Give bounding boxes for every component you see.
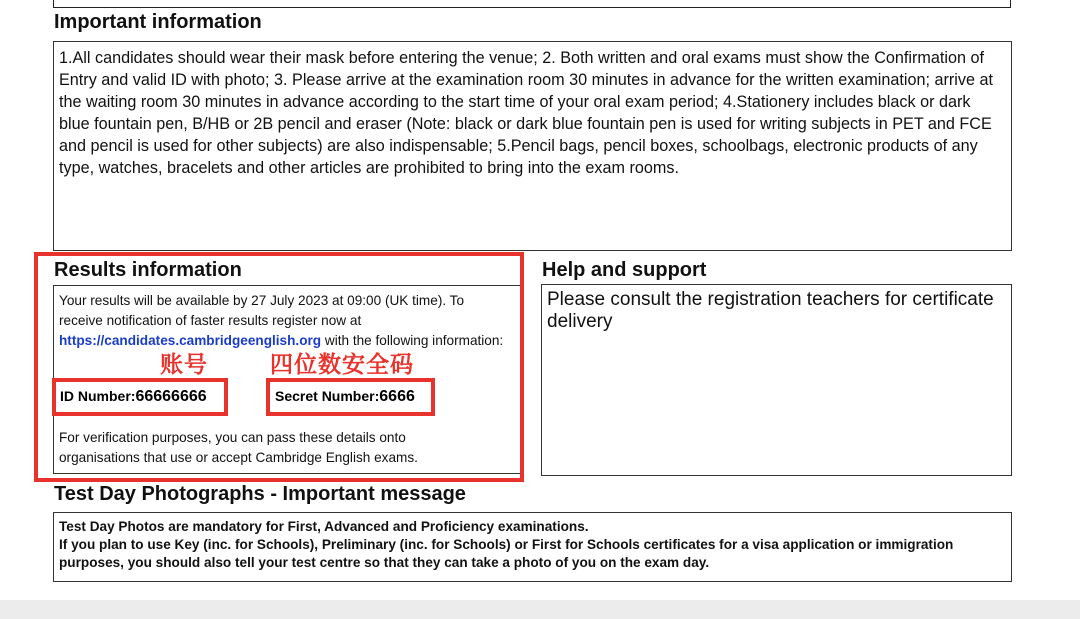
results-highlight-box — [34, 252, 524, 482]
account-annotation: 账号 — [160, 352, 208, 378]
photographs-heading: Test Day Photographs - Important message — [54, 483, 466, 505]
help-support-heading: Help and support — [542, 259, 707, 281]
results-intro-after: with the following information: — [321, 333, 504, 348]
id-number-label: ID Number: — [60, 388, 136, 404]
previous-section-box-edge — [53, 0, 1011, 8]
secret-number-label: Secret Number: — [275, 388, 380, 404]
important-information-text: 1.All candidates should wear their mask before entering the venue; 2. Both written and oral exams must show the Confirmation of Entry and valid ID with photo; 3. Please arrive at the examination room 30 minutes in advance for the written examination; arrive at the waiting room 30 minutes in advance according to the start time of your oral exam period; 4.Stationery includes black or dark blue fountain pen, B/HB or 2B pencil and eraser (Note: black or dark blue fountain pen is used for writing subjects in PET and FCE and pencil is used for other subjects) are also indispensable; 5.Pencil bags, pencil boxes, schoolbags, electronic products of any type, watches, bracelets and other articles are prohibited to bring into the exam rooms. — [59, 49, 993, 177]
id-number-highlight-box — [52, 378, 228, 416]
important-information-heading: Important information — [54, 11, 262, 33]
secret-number-highlight-box — [266, 378, 435, 416]
secret-code-annotation: 四位数安全码 — [270, 352, 414, 378]
help-support-text: Please consult the registration teachers for certificate delivery — [547, 289, 994, 332]
results-intro-before: Your results will be available by 27 July 2023 at 09:00 (UK time). To receive notification of faster results register now at — [59, 293, 465, 328]
photographs-line-1: Test Day Photos are mandatory for First, Advanced and Proficiency examinations. — [59, 519, 589, 534]
bottom-strip — [0, 600, 1080, 619]
photographs-text — [59, 518, 1004, 572]
secret-number-value: 6666 — [379, 388, 415, 405]
id-number-value: 66666666 — [135, 388, 207, 405]
results-link[interactable]: https://candidates.cambridgeenglish.org — [59, 333, 322, 348]
results-information-heading: Results information — [54, 259, 242, 281]
verification-text: For verification purposes, you can pass these details onto organisations that use or accept Cambridge English exams. — [59, 430, 418, 465]
photographs-line-2: If you plan to use Key (inc. for Schools), Preliminary (inc. for Schools) or First for Schools certificates for a visa application or immigration purposes, you should also tell your test centre so that they can take a photo of you on the exam day. — [59, 537, 954, 570]
